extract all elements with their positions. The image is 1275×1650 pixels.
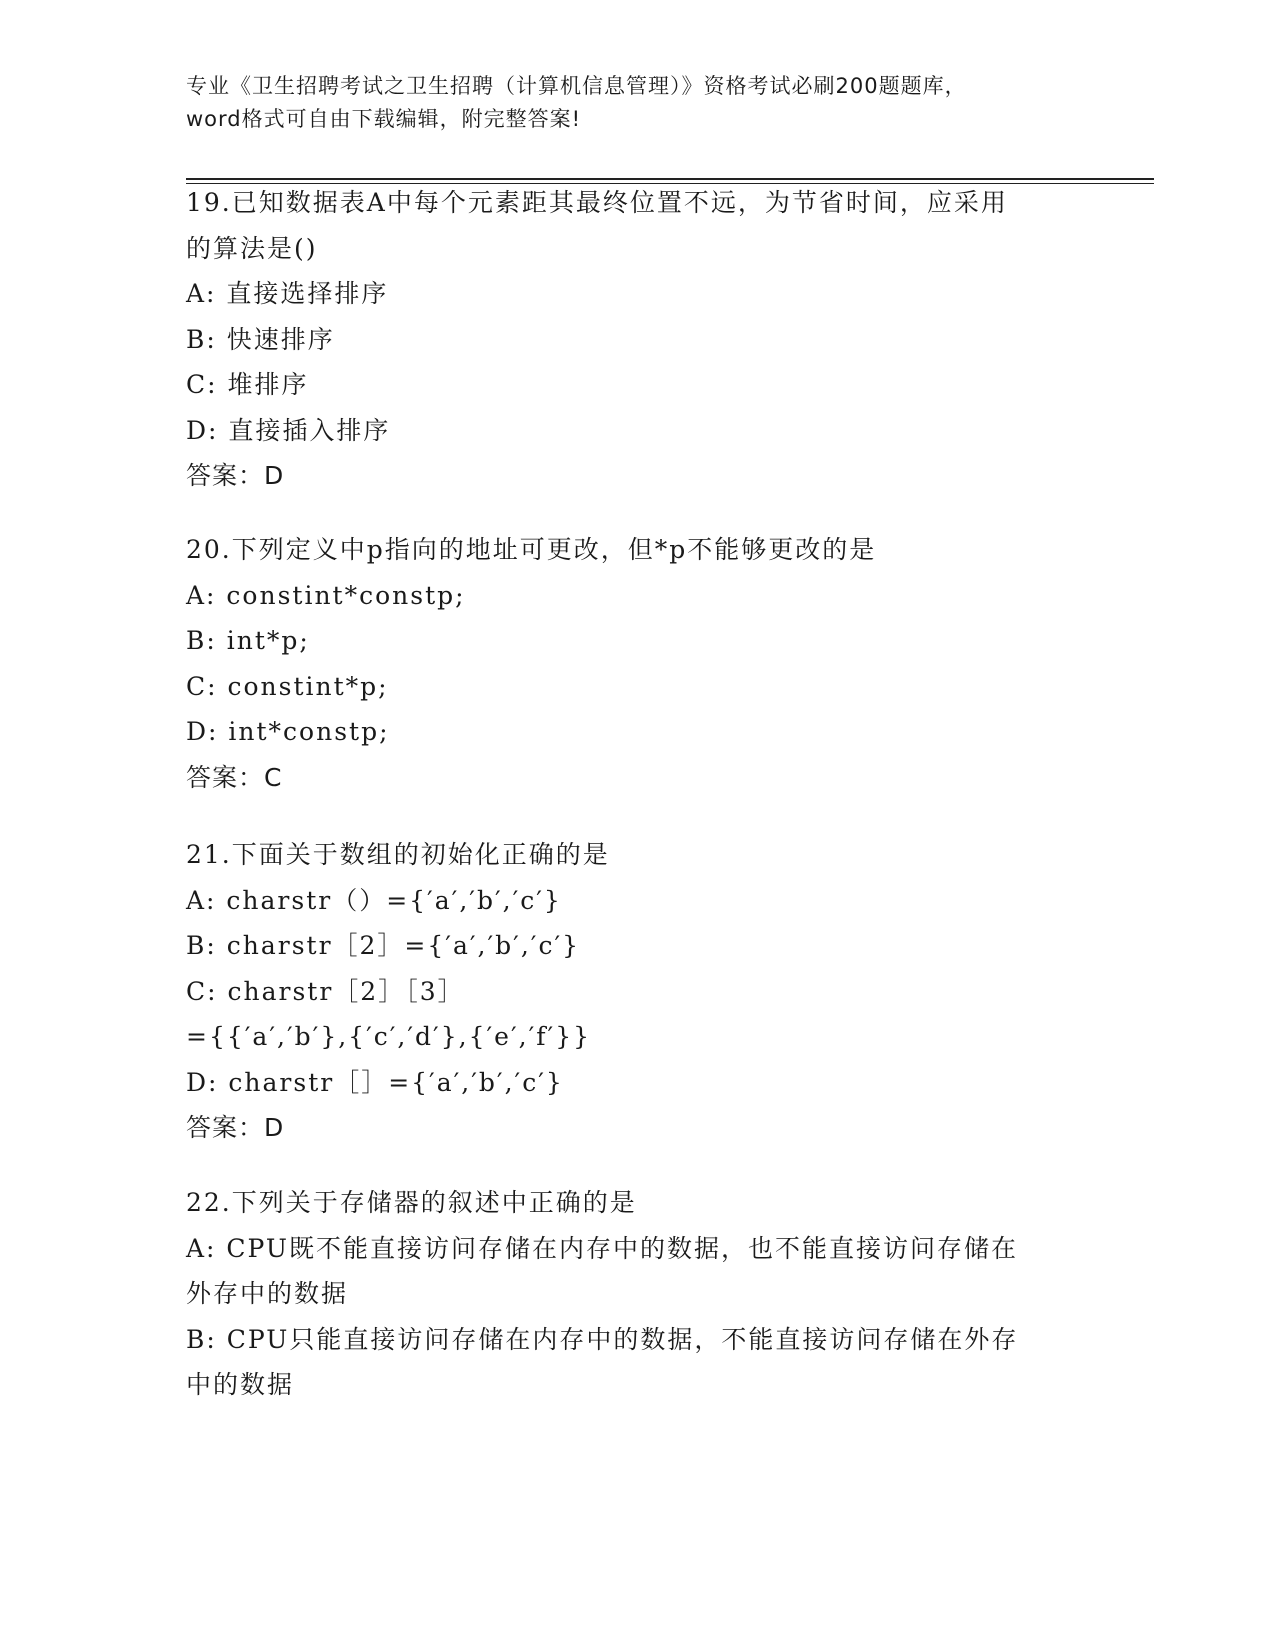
document-header — [186, 70, 1106, 136]
option-a: A: CPU既不能直接访问存储在内存中的数据，也不能直接访问存储在 — [186, 1233, 1019, 1263]
question-20 — [186, 527, 1106, 800]
option-b: B: int*p; — [186, 626, 310, 655]
answer: 答案：D — [186, 1113, 285, 1142]
option-a: A: 直接选择排序 — [186, 279, 389, 308]
option-a: A: constint*constp; — [186, 580, 466, 610]
answer: 答案：D — [186, 461, 285, 490]
answer: 答案：C — [186, 762, 283, 792]
option-c-continued: ={{′a′,′b′},{′c′,′d′},{′e′,′f′}} — [186, 1022, 592, 1051]
option-d: D: 直接插入排序 — [186, 415, 391, 445]
question-21 — [186, 832, 1106, 1151]
question-text: 的算法是() — [186, 233, 318, 263]
option-b: B: CPU只能直接访问存储在内存中的数据，不能直接访问存储在外存 — [186, 1324, 1019, 1354]
option-c: C: constint*p; — [186, 671, 389, 701]
question-text: 19.已知数据表A中每个元素距其最终位置不远，为节省时间，应采用 — [186, 188, 1008, 217]
question-text: 20.下列定义中p指向的地址可更改，但*p不能够更改的是 — [186, 535, 877, 564]
header-line-2: word格式可自由下载编辑，附完整答案! — [186, 107, 582, 131]
option-c: C: 堆排序 — [186, 370, 309, 399]
question-19 — [186, 180, 1106, 499]
option-a: A: charstr（）={′a′,′b′,′c′} — [186, 885, 562, 915]
question-text: 21.下面关于数组的初始化正确的是 — [186, 840, 610, 869]
option-b: B: charstr［2］={′a′,′b′,′c′} — [186, 931, 581, 960]
header-line-1: 专业《卫生招聘考试之卫生招聘（计算机信息管理）》资格考试必刷200题题库， — [186, 74, 967, 98]
option-d: D: charstr［］={′a′,′b′,′c′} — [186, 1067, 564, 1097]
option-b: B: 快速排序 — [186, 324, 335, 354]
option-c: C: charstr［2］［3］ — [186, 976, 465, 1006]
question-text: 22.下列关于存储器的叙述中正确的是 — [186, 1188, 637, 1217]
option-b-continued: 中的数据 — [186, 1370, 295, 1399]
question-22 — [186, 1180, 1106, 1408]
option-a-continued: 外存中的数据 — [186, 1279, 349, 1308]
option-d: D: int*constp; — [186, 717, 390, 746]
